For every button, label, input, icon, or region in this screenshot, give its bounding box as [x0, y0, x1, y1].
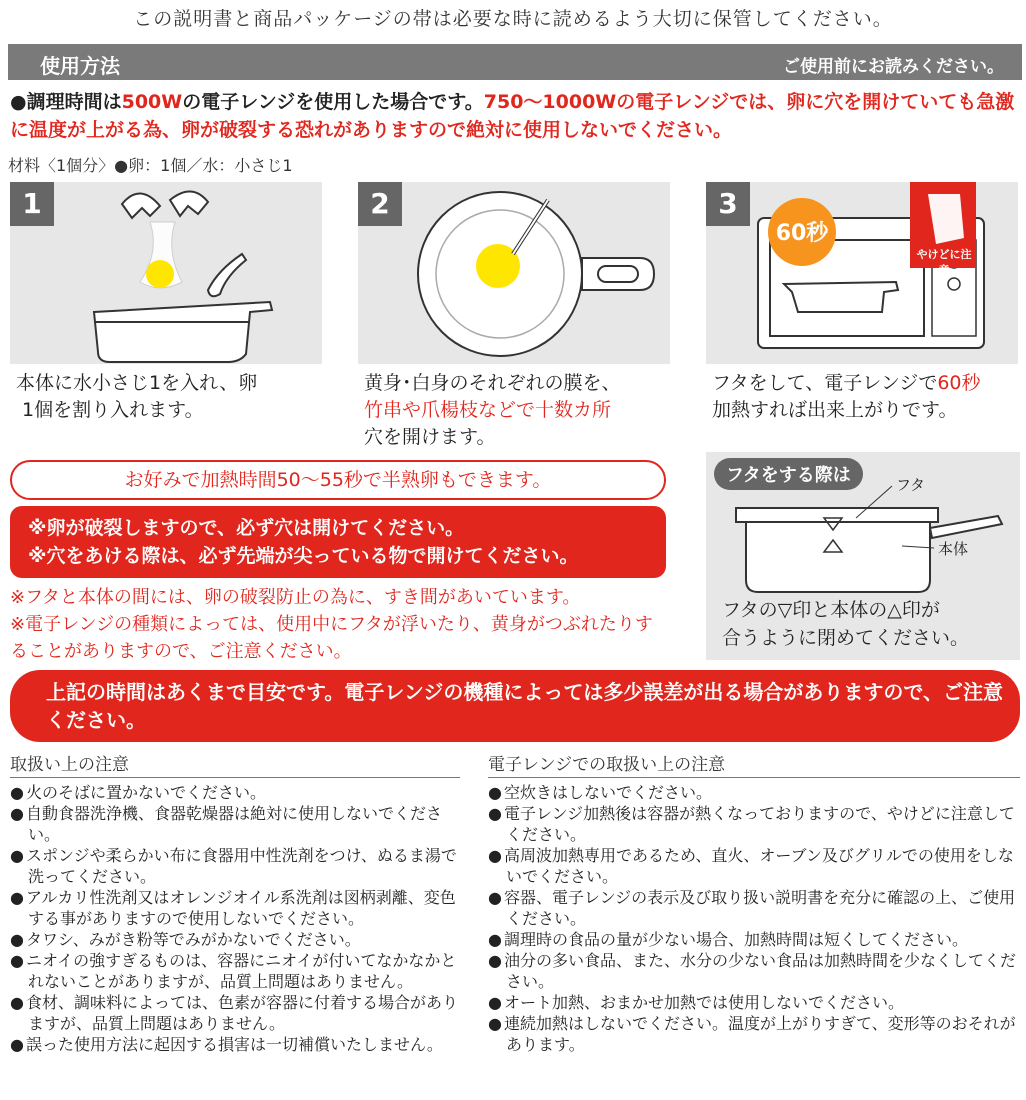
cooking-time-note: [10, 88, 1020, 144]
cooking-time-lead: ●調理時間は: [10, 91, 122, 113]
red-note: ※電子レンジの種類によっては、使用中にフタが浮いたり、黄身がつぶれたりすることがありますので、ご注意ください。: [10, 614, 653, 662]
handling-section: [10, 750, 460, 1055]
step-2-text-red: 竹串や爪楊枝などで十数カ所: [364, 399, 612, 421]
microwave-list: [488, 782, 1020, 1055]
step-2-number: 2: [358, 182, 402, 226]
list-item: ● 油分の多い食品、また、水分の少ない食品は加熱時間を少なくしてください。: [488, 950, 1020, 992]
pierce-yolk-illustration: [358, 182, 670, 364]
step-3-text-b: 加熱すれば出来上がりです。: [712, 399, 958, 421]
step-3-text-a: フタをして、電子レンジで: [712, 372, 938, 394]
step-2-text-a: 黄身･白身のそれぞれの膜を、: [364, 372, 621, 394]
list-item: ● 火のそばに置かないでください。: [10, 782, 460, 803]
list-item: ● 連続加熱はしないでください。温度が上がりすぎて、変形等のおそれがあります。: [488, 1013, 1020, 1055]
handling-title: 取扱い上の注意: [10, 750, 460, 778]
list-item: ● オート加熱、おまかせ加熱では使用しないでください。: [488, 992, 1020, 1013]
lid-instruction-panel: [706, 452, 1020, 660]
section-title: 使用方法: [40, 54, 120, 78]
lid-caption-a: フタの▽印と本体の△印が: [722, 599, 940, 621]
egg-yolk-icon: [146, 260, 174, 288]
timer-badge-label: 60秒: [775, 221, 829, 246]
pan-icon: [94, 302, 272, 362]
lid-panel-title: フタをする際は: [714, 458, 863, 490]
handle-icon: [930, 516, 1002, 538]
pierce-warning-box: [10, 506, 666, 578]
step-3-text: [712, 370, 1022, 424]
warning-line: ※穴をあける際は、必ず先端が尖っている物で開けてください。: [28, 545, 579, 567]
list-item: ● アルカリ性洗剤又はオレンジオイル系洗剤は図柄剥離、変色する事がありますので使用しないでください。: [10, 887, 460, 929]
step-1-illustration: [10, 182, 322, 364]
list-item: ● 容器、電子レンジの表示及び取り扱い説明書を充分に確認の上、ご使用ください。: [488, 887, 1020, 929]
list-item: ● スポンジや柔らかい布に食器用中性洗剤をつけ、ぬるま湯で洗ってください。: [10, 845, 460, 887]
spoon-icon: [208, 254, 246, 296]
cooking-time-wattage: 500W: [121, 91, 183, 113]
microwave-title: 電子レンジでの取扱い上の注意: [488, 750, 1020, 778]
step-1-text-a: 本体に水小さじ1を入れ、卵: [16, 372, 258, 394]
egg-cracking-illustration: [10, 182, 322, 364]
list-item: ● 調理時の食品の量が少ない場合、加熱時間は短くしてください。: [488, 929, 1020, 950]
cooking-time-mid: の電子レンジを使用した場合です。: [182, 91, 484, 113]
warning-line: ※卵が破裂しますので、必ず穴は開けてください。: [28, 517, 465, 539]
half-boiled-tip: お好みで加熱時間50〜55秒で半熟卵もできます。: [10, 460, 666, 500]
lid-icon: [736, 508, 938, 522]
lid-caption: [722, 596, 969, 652]
step-3-text-red: 60秒: [937, 372, 981, 394]
handling-list: [10, 782, 460, 1055]
step-2-text-b: 穴を開けます。: [364, 426, 496, 448]
section-header-bar: [8, 44, 1022, 80]
list-item: ● 食材、調味料によっては、色素が容器に付着する場合がありますが、品質上問題はありません。: [10, 992, 460, 1034]
step-1-number: 1: [10, 182, 54, 226]
top-note: この説明書と商品パッケージの帯は必要な時に読めるよう大切に保管してください。: [133, 8, 893, 30]
eggshell-right-icon: [170, 191, 208, 216]
body-label: 本体: [938, 540, 969, 558]
eggshell-left-icon: [122, 193, 160, 218]
microwave-section: [488, 750, 1020, 1055]
burn-caution-label: やけどに注意: [916, 248, 972, 277]
list-item: ● 空炊きはしないでください。: [488, 782, 1020, 803]
list-item: ● タワシ、みがき粉等でみがかないでください。: [10, 929, 460, 950]
step-3-illustration: [706, 182, 1018, 364]
red-notes: [10, 584, 670, 665]
step-3-number: 3: [706, 182, 750, 226]
cooking-time-warning: 750〜1000Wの電子レンジでは、卵に穴を開けていても急激に温度が上がる為、卵が破裂する恐れがありますので絶対に使用しないでください。: [10, 91, 1015, 141]
step-1-text: [16, 370, 326, 424]
step-1-text-b: 1個を割り入れます。: [22, 399, 204, 421]
list-item: ● 高周波加熱専用であるため、直火、オーブン及びグリルでの使用をしないでください。: [488, 845, 1020, 887]
step-2-text: [364, 370, 684, 451]
list-item: ● 誤った使用方法に起因する損害は一切補償いたしません。: [10, 1034, 460, 1055]
red-note: ※フタと本体の間には、卵の破裂防止の為に、すき間があいています。: [10, 587, 581, 608]
time-estimate-banner: 上記の時間はあくまで目安です。電子レンジの機種によっては多少誤差が出る場合がありますので、ご注意ください。: [10, 670, 1020, 742]
pan-icon: [784, 282, 898, 312]
container-body-icon: [746, 522, 930, 592]
lid-label: フタ: [896, 476, 925, 494]
lid-caption-b: 合うように閉めてください。: [722, 627, 970, 649]
list-item: ● 自動食器洗浄機、食器乾燥器は絶対に使用しないでください。: [10, 803, 460, 845]
materials-line: 材料〈1個分〉●卵：1個／水：小さじ1: [8, 156, 293, 175]
step-2-illustration: [358, 182, 670, 364]
list-item: ● 電子レンジ加熱後は容器が熱くなっておりますので、やけどに注意してください。: [488, 803, 1020, 845]
list-item: ● ニオイの強すぎるものは、容器にニオイが付いてなかなかとれないことがありますが、品質上問題はありません。: [10, 950, 460, 992]
section-subtitle: ご使用前にお読みください。: [783, 57, 1004, 77]
